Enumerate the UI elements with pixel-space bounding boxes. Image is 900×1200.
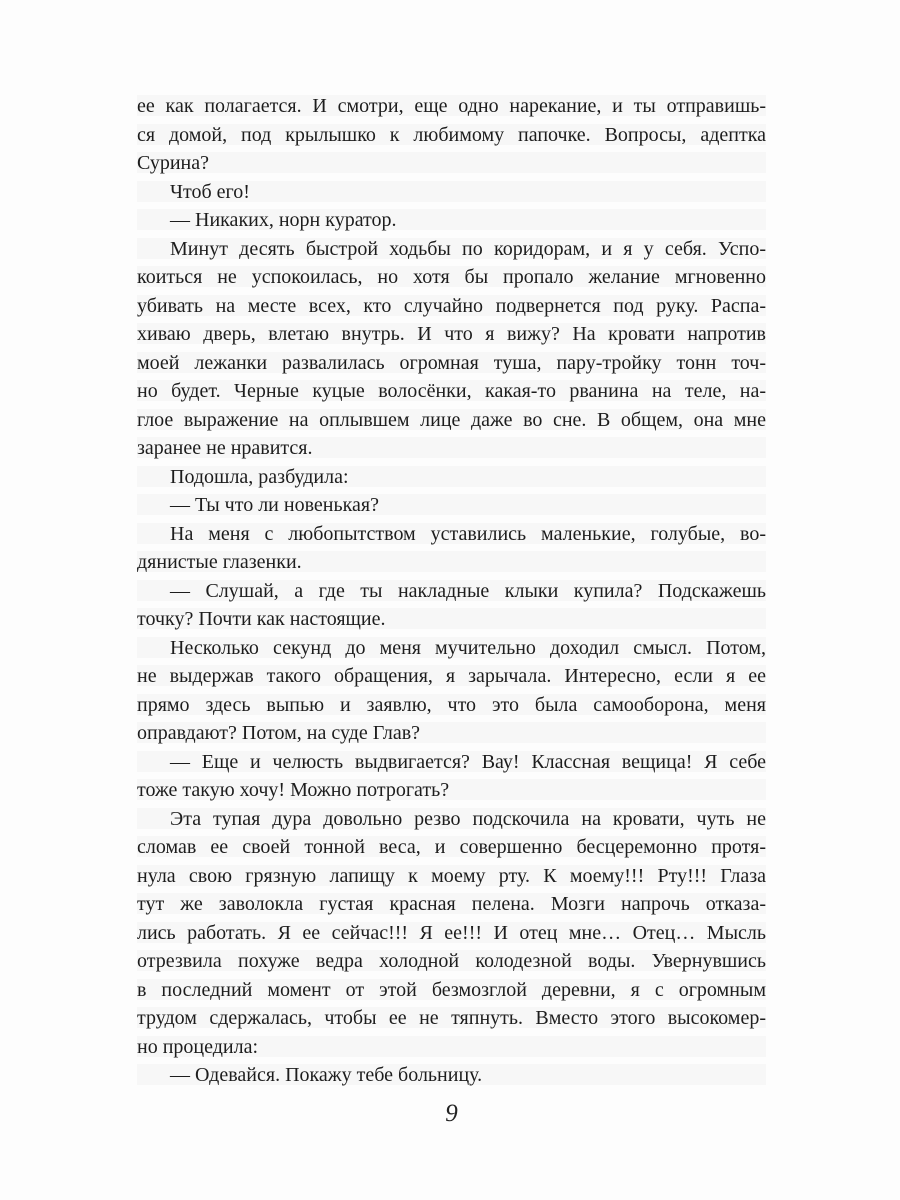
text-line-content: трудом сдержалась, чтобы ее не тяпнуть. Вместо этого высокомер-: [137, 1007, 766, 1029]
text-line-content: но процедила:: [137, 1035, 259, 1058]
text-line: [137, 862, 766, 891]
text-line-content: Сурина?: [137, 152, 210, 174]
text-line: [137, 292, 766, 321]
text-line-content: ся домой, под крылышко к любимому папочке. Вопросы, адептка: [137, 123, 766, 146]
text-line: [137, 434, 766, 463]
page-number: 9: [445, 1100, 458, 1127]
text-line-content: прямо здесь выпью и заявлю, что это была самооборона, меня: [137, 693, 766, 716]
text-line: [137, 463, 766, 492]
text-line: [137, 919, 766, 948]
text-line-content: Подошла, разбудила:: [170, 465, 349, 488]
text-line-content: тоже такую хочу! Можно потрогать?: [137, 779, 450, 801]
text-line: [137, 947, 766, 976]
text-line: [137, 406, 766, 435]
text-line: [137, 805, 766, 834]
text-line-content: — Еще и челюсть выдвигается? Вау! Классная вещица! Я себе: [170, 750, 766, 773]
text-line-content: моей лежанки развалилась огромная туша, пару-тройку тонн точ-: [137, 351, 766, 374]
text-line: [137, 92, 766, 121]
text-line: [137, 634, 766, 663]
text-line-content: коиться не успокоилась, но хотя бы пропало желание мгновенно: [137, 266, 766, 288]
text-line: [137, 605, 766, 634]
text-line-content: дянистые глазенки.: [137, 551, 302, 573]
text-line: [137, 719, 766, 748]
text-line: [137, 748, 766, 777]
text-line-content: убивать на месте всех, кто случайно подвернется под руку. Распа-: [137, 294, 766, 317]
text-line: [137, 548, 766, 577]
text-line: [137, 1004, 766, 1033]
text-line-content: отрезвила похуже ведра холодной колодезной воды. Увернувшись: [137, 950, 766, 972]
text-line-content: — Ты что ли новенькая?: [170, 494, 379, 516]
text-line-content: Эта тупая дура довольно резво подскочила на кровати, чуть не: [170, 807, 766, 830]
text-line: [137, 121, 766, 150]
text-line-content: Минут десять быстрой ходьбы по коридорам, и я у себя. Успо-: [170, 237, 766, 260]
text-line-content: хиваю дверь, влетаю внутрь. И что я вижу? На кровати напротив: [137, 323, 766, 345]
text-line-content: сломав ее своей тонной веса, и совершенно бесцеремонно протя-: [137, 836, 766, 858]
text-line-content: — Никаких, норн куратор.: [170, 209, 397, 231]
text-line: [137, 491, 766, 520]
text-line: [137, 1061, 766, 1090]
text-line-content: но будет. Черные куцые волосёнки, какая-то рванина на теле, на-: [137, 380, 766, 402]
text-line: [137, 776, 766, 805]
text-line-content: тут же заволокла густая красная пелена. Мозги напрочь отказа-: [137, 893, 766, 915]
text-line: [137, 1033, 766, 1062]
text-line: [137, 662, 766, 691]
text-line: [137, 149, 766, 178]
text-line-content: глое выражение на оплывшем лице даже во сне. В общем, она мне: [137, 408, 766, 431]
text-line: [137, 206, 766, 235]
text-line-content: На меня с любопытством уставились маленькие, голубые, во-: [170, 522, 766, 545]
text-line-content: — Одевайся. Покажу тебе больницу.: [170, 1064, 483, 1086]
text-line-content: в последний момент от этой безмозглой деревни, я с огромным: [137, 978, 766, 1001]
text-line: [137, 178, 766, 207]
text-line-content: ее как полагается. И смотри, еще одно нарекание, и ты отправишь-: [137, 95, 766, 117]
text-line: [137, 577, 766, 606]
text-line-content: лись работать. Я ее сейчас!!! Я ее!!! И отец мне… Отец… Мысль: [137, 921, 766, 944]
text-line-content: не выдержав такого обращения, я зарычала. Интересно, если я ее: [137, 665, 766, 687]
text-line-content: оправдают? Потом, на суде Глав?: [137, 722, 421, 744]
text-line-content: Несколько секунд до меня мучительно доходил смысл. Потом,: [170, 636, 766, 659]
page-text: [137, 92, 766, 1090]
text-line: [137, 520, 766, 549]
text-line: [137, 235, 766, 264]
text-line: [137, 377, 766, 406]
text-line: [137, 890, 766, 919]
text-line: [137, 349, 766, 378]
text-line: [137, 976, 766, 1005]
text-line-content: нула свою грязную лапищу к моему рту. К моему!!! Рту!!! Глаза: [137, 864, 766, 887]
text-line-content: Чтоб его!: [170, 180, 250, 203]
text-line: [137, 691, 766, 720]
text-line: [137, 833, 766, 862]
text-line-content: — Слушай, а где ты накладные клыки купила? Подскажешь: [170, 579, 766, 602]
text-line-content: точку? Почти как настоящие.: [137, 608, 386, 630]
text-line: [137, 320, 766, 349]
text-line: [137, 263, 766, 292]
text-line-content: заранее не нравится.: [137, 437, 313, 459]
